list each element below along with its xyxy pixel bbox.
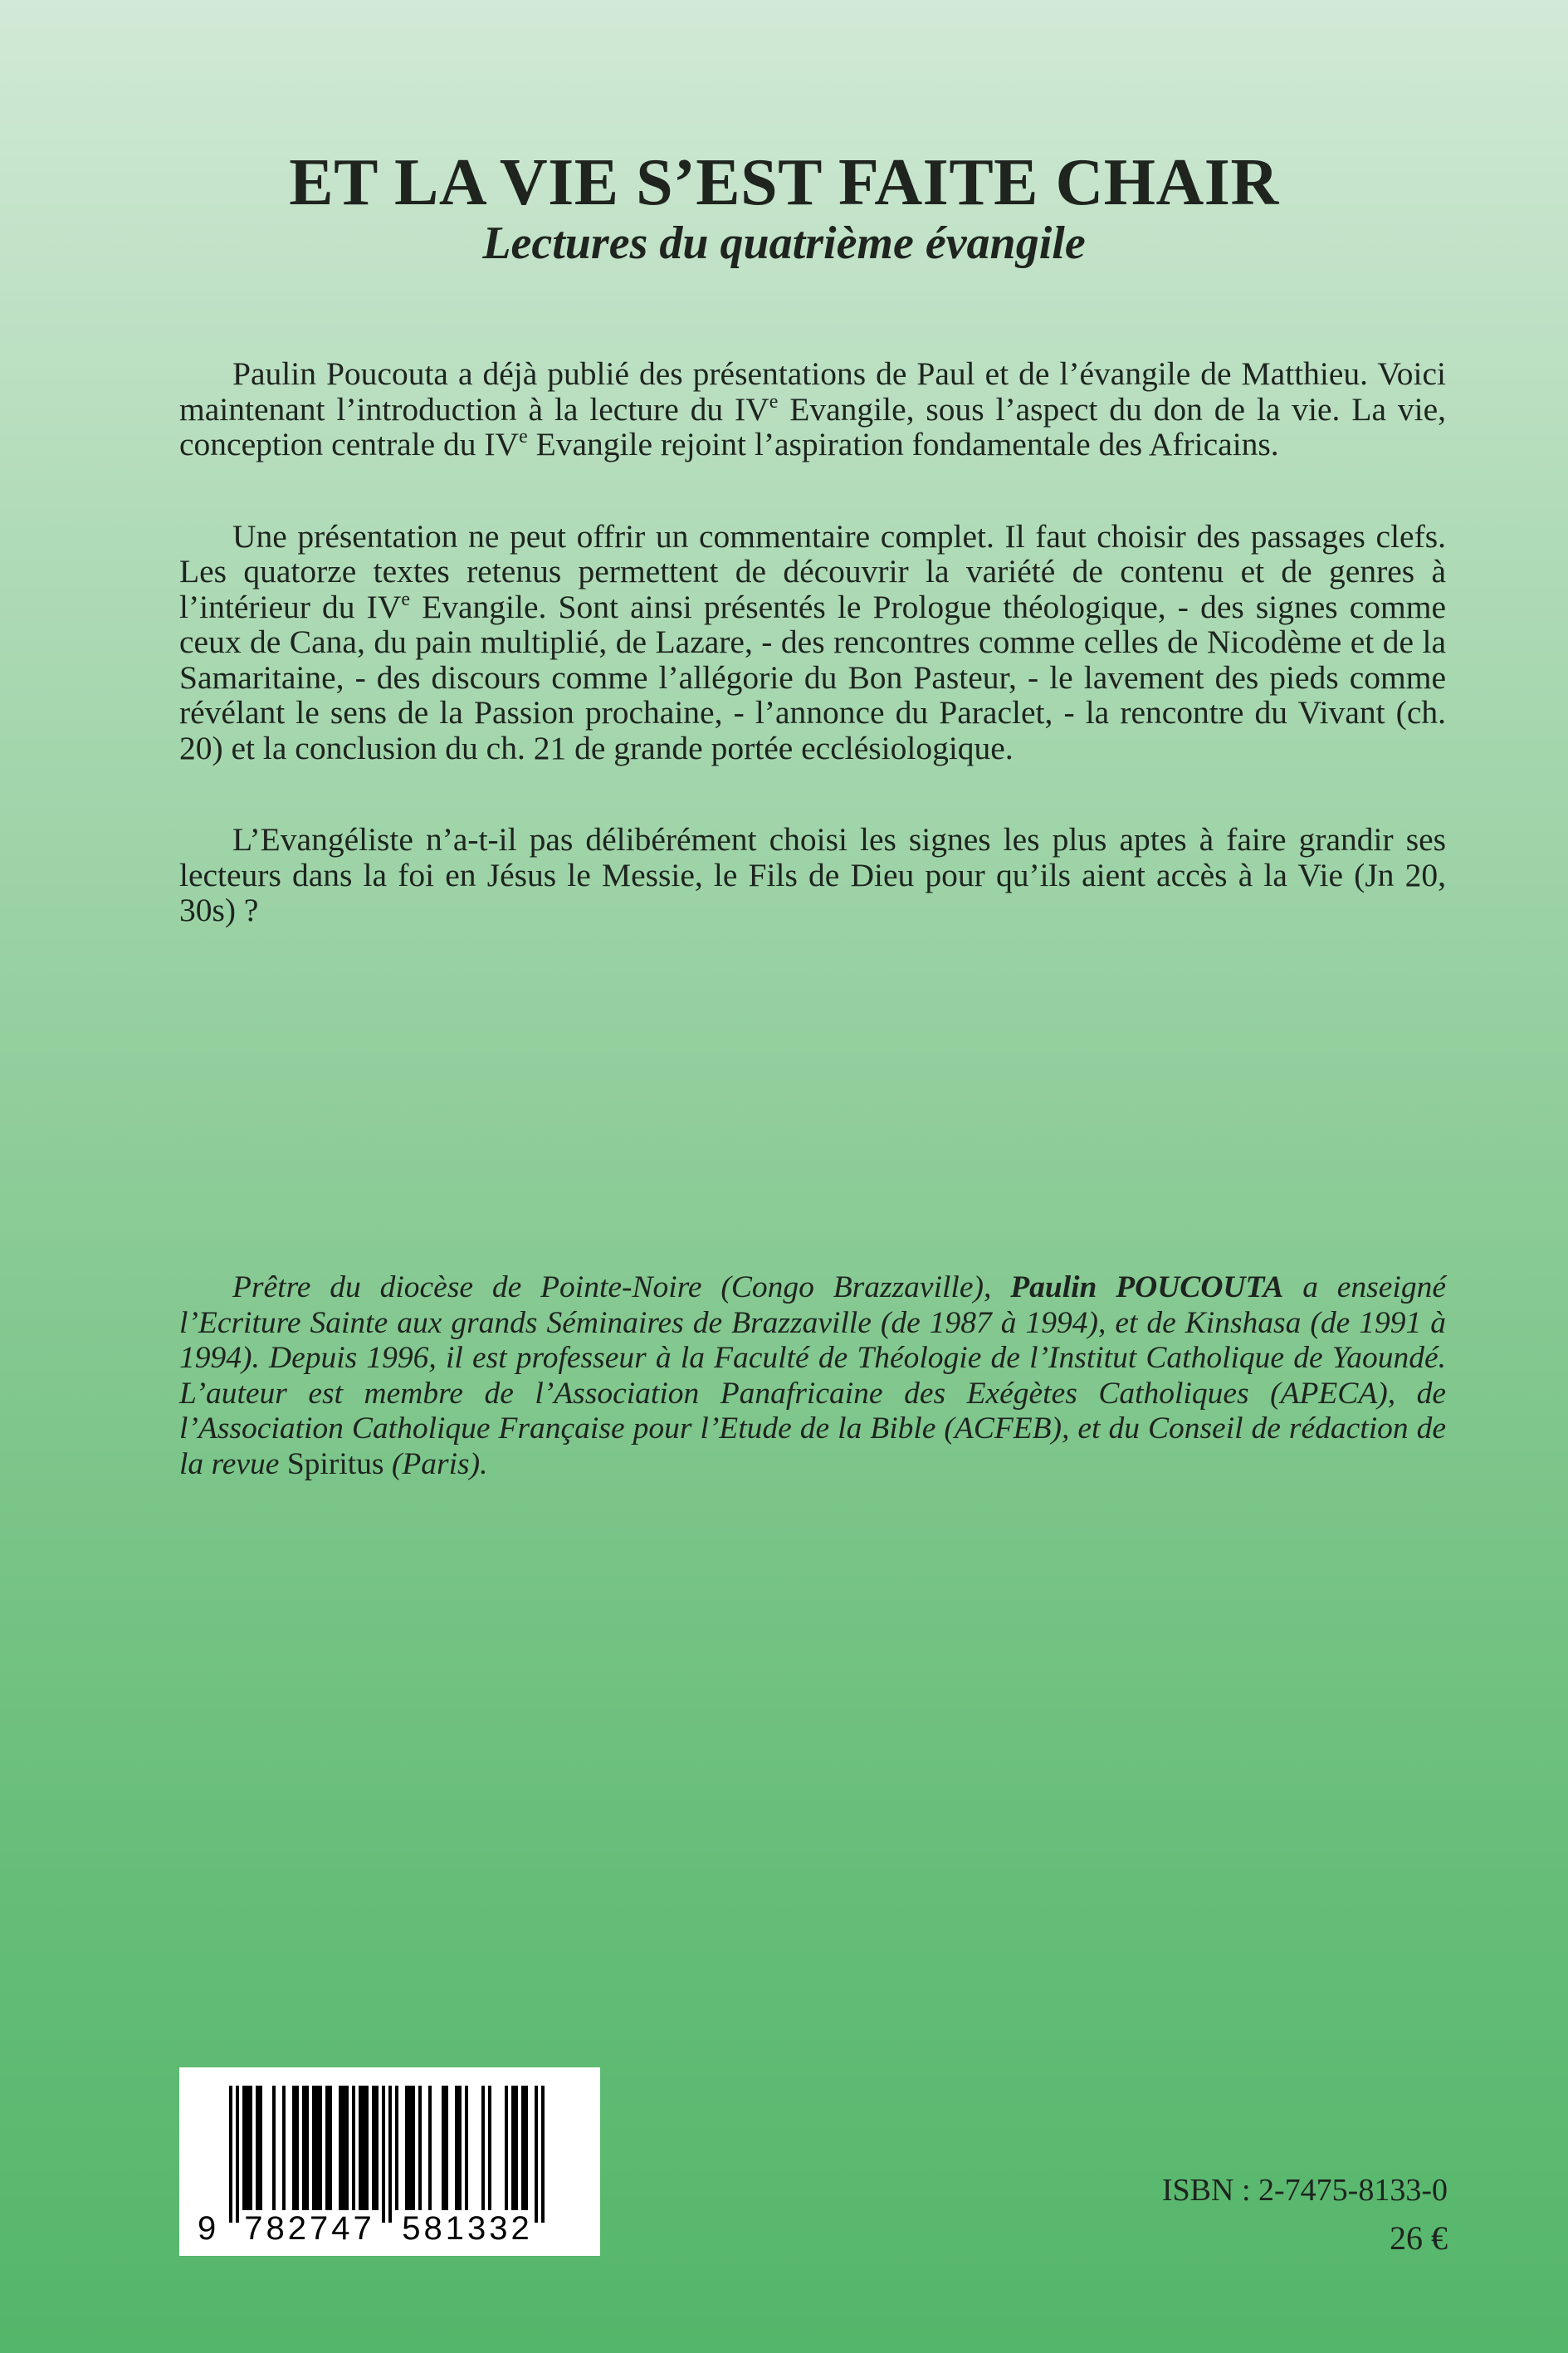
barcode-bar [242,2086,246,2210]
barcode-bar [249,2086,252,2210]
book-title: ET LA VIE S’EST FAITE CHAIR [289,146,1279,219]
book-subtitle: Lectures du quatrième évangile [482,218,1086,269]
barcode-bar [511,2086,515,2210]
barcode-bar [329,2086,332,2210]
barcode-bar [325,2086,329,2210]
barcode-bar [365,2086,369,2210]
barcode-bar [428,2086,432,2210]
blurb [179,356,1446,928]
blurb-paragraph-3: L’Evangéliste n’a-t-il pas délibérément choisi les signes les plus aptes à faire grandir ses lecteurs dans la foi en Jésus le Messie, le Fils de Dieu pour qu’ils aient accès à la Vie (Jn 20, 30s) ? [179,821,1446,928]
barcode-bar [372,2086,375,2210]
barcode-bar [319,2086,322,2210]
barcode-bar [535,2086,538,2223]
barcode-digits-right: 581332 [402,2210,533,2247]
barcode-bar [388,2086,392,2223]
barcode-bar [458,2086,462,2210]
barcode-bar [488,2086,491,2210]
barcode-bar [272,2086,276,2210]
journal-name: Spiritus [286,1446,384,1481]
barcode-bar [339,2086,342,2210]
barcode-bar [505,2086,508,2210]
isbn: ISBN : 2-7475-8133-0 [1161,2173,1448,2208]
superscript-e: e [519,426,528,448]
barcode-bar [246,2086,249,2210]
barcode-bar [395,2086,398,2210]
barcode-digits-left: 782747 [244,2210,375,2247]
barcode-bar [236,2086,239,2223]
superscript-e: e [401,588,411,610]
barcode-bar [259,2086,262,2210]
barcode-bar [408,2086,412,2210]
barcode-image [179,2067,600,2256]
barcode-bar [315,2086,319,2210]
barcode-bar [362,2086,365,2210]
barcode-bar [375,2086,379,2210]
barcode-bar [541,2086,545,2223]
barcode-bar [481,2086,485,2210]
barcode-bar [302,2086,305,2210]
barcode-bar [382,2086,385,2223]
barcode-bar [455,2086,458,2210]
barcode-bar [312,2086,315,2210]
barcode-bar [292,2086,296,2210]
barcode-bar [345,2086,349,2210]
author-name: Paulin POUCOUTA [1010,1270,1284,1304]
barcode-digit-first: 9 [198,2210,217,2247]
barcode-bar [296,2086,299,2210]
barcode-bar [465,2086,468,2210]
author-bio: Prêtre du diocèse de Pointe-Noire (Congo Brazzaville), Paulin POUCOUTA a enseigné l’Ecriture Sainte aux grands Séminaires de Brazzaville (de 1987 à 1994), et de Kinshasa (de 1991 à 1994). Depuis 1996, il est professeur à la Faculté de Théologie de l’Institut Catholique de Yaoundé. L’auteur est membre de l’Association Panafricaine des Exégètes Catholiques (APECA), de l’Association Catholique Française pour l’Etude de la Bible (ACFEB), et du Conseil de rédaction de la revue Spiritus (Paris). [179,1270,1446,1481]
barcode-bar [256,2086,259,2210]
barcode-bar [412,2086,415,2210]
barcode-bar [282,2086,286,2210]
barcode-bar [359,2086,362,2210]
superscript-e: e [769,390,779,413]
barcode-bar [418,2086,422,2210]
barcode-bar [305,2086,309,2210]
barcode-bar [445,2086,448,2210]
price: 26 € [1390,2219,1448,2257]
barcode-bar [405,2086,408,2210]
blurb-paragraph-1: Paulin Poucouta a déjà publié des présentations de Paul et de l’évangile de Matthieu. Voici maintenant l’introduction à la lecture du IVe Evangile, sous l’aspect du don de la vie. La vie, conception centrale du IVe Evangile rejoint l’aspiration fondamentale des Africains. [179,355,1446,462]
barcode-bar [515,2086,518,2210]
barcode-bar [525,2086,528,2210]
barcode-bar [442,2086,445,2210]
barcode [179,2067,600,2256]
blurb-paragraph-2: Une présentation ne peut offrir un commentaire complet. Il faut choisir des passages clefs. Les quatorze textes retenus permettent de découvrir la variété de contenu et de genres à l’intérieur du IVe Evangile. Sont ainsi présentés le Prologue théologique, - des signes comme ceux de Cana, du pain multiplié, de Lazare, - des rencontres comme celles de Nicodème et de la Samaritaine, - des discours comme l’allégorie du Bon Pasteur, - le lavement des pieds comme révélant le sens de la Passion prochaine, - l’annonce du Paraclet, - la rencontre du Vivant (ch. 20) et la conclusion du ch. 21 de grande portée ecclésiologique. [179,517,1446,766]
barcode-bar [352,2086,355,2210]
barcode-bar [342,2086,345,2210]
barcode-bar [229,2086,232,2223]
barcode-bar [521,2086,525,2210]
